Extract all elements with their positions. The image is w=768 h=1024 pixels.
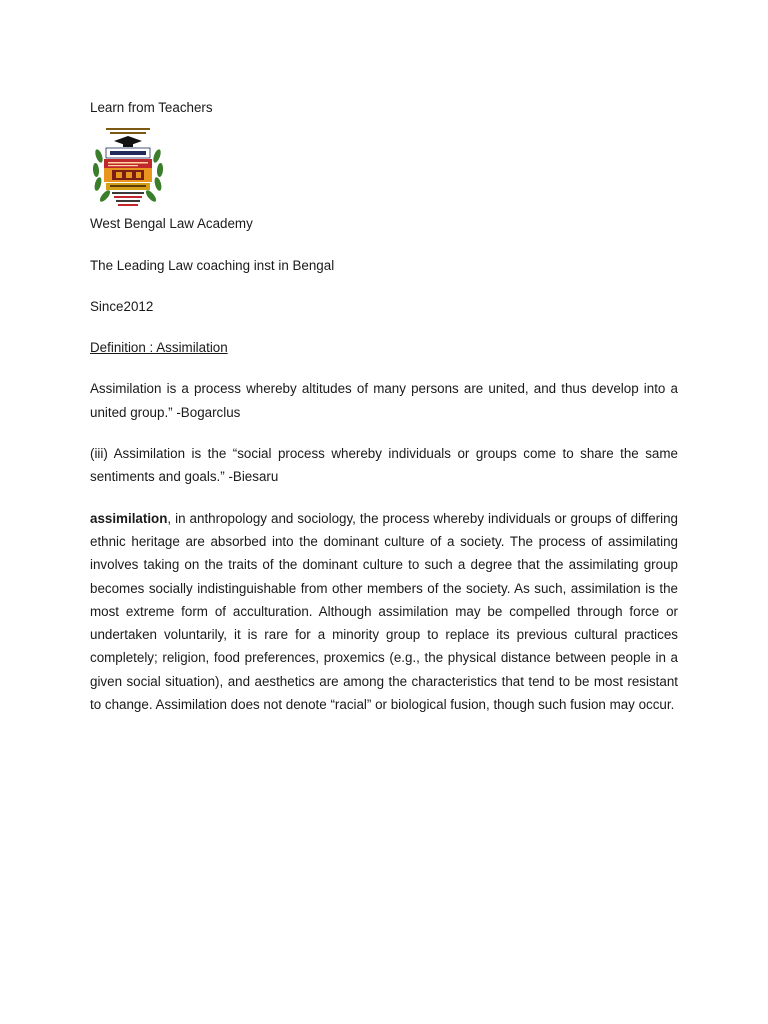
quote-biesaru: (iii) Assimilation is the “social process whereby individuals or groups come to share the same sentiments and goals.” -Biesaru (90, 446, 678, 485)
assimilation-term: assimilation (90, 510, 168, 526)
logo (90, 126, 166, 210)
academy-since: Since2012 (90, 298, 154, 314)
tagline: Learn from Teachers (90, 100, 213, 115)
quote-bogarclus: Assimilation is a process whereby altitudes of many persons are united, and thus develop into a united group.” -Bogarclus (90, 381, 678, 420)
academy-name: West Bengal Law Academy (90, 216, 253, 232)
law-academy-emblem-icon (90, 126, 166, 210)
definition-heading: Definition : Assimilation (90, 340, 228, 356)
academy-slogan: The Leading Law coaching inst in Bengal (90, 257, 335, 273)
assimilation-paragraph (90, 507, 678, 717)
document-page (90, 96, 678, 716)
assimilation-body: , in anthropology and sociology, the process whereby individuals or groups of differing ethnic heritage are absorbed into the dominant culture of a society. The process of assimilating involves taking on the traits of the dominant culture to such a degree that the assimilating group becomes socially indistinguishable from other members of the society. As such, assimilation is the most extreme form of acculturation. Although assimilation may be compelled through force or undertaken voluntarily, it is rare for a minority group to replace its previous cultural practices completely; religion, food preferences, proxemics (e.g., the physical distance between people in a given social situation), and aesthetics are among the characteristics that tend to be most resistant to change. Assimilation does not denote “racial” or biological fusion, though such fusion may occur. (90, 510, 678, 713)
